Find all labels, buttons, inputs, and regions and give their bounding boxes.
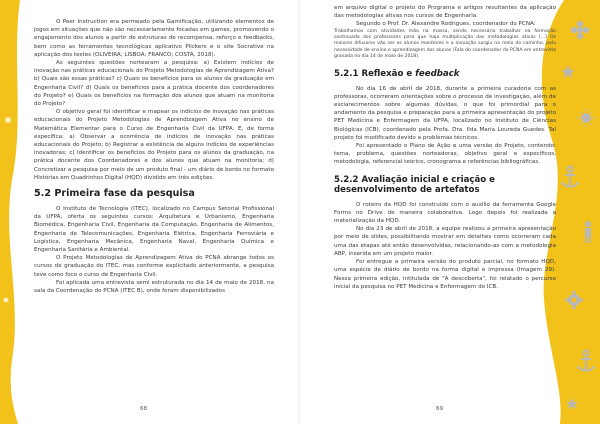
section-heading: 5.2 Primeira fase da pesquisa xyxy=(34,188,195,200)
section-heading: 5.2.2 Avaliação inicial e criação e desenvolvimento de artefatos xyxy=(334,174,495,195)
paragraph: No dia 23 de abril de 2018, a equipe realizou a primeira apresentação por meio de slides, possibilitando mostrar em detalhes como ocorreram cada uma das etapas até então desenvolvidas, relacionando-as com a metodologia ABP, inserida em um projeto maior. xyxy=(334,226,556,257)
section-heading-text: 5.2.1 Reflexão e xyxy=(334,68,416,79)
paragraph: O Instituto de Tecnologia (ITEC), localizado no Campus Setorial Profissional da UFPA, oferta os seguintes cursos: Arquitetura e Urbanismo, Engenharia Biomédica, Engenharia Civil, Engenharia da Computação, Engenharia de Alimentos, Engenharia de Telecomunicações, Engenharia Elétrica, Engenharia Ferroviária e Logística, Engenharia Mecânica, Engenharia Naval, Engenharia Química e Engenharia Sanitária e Ambiental. xyxy=(34,206,274,254)
section-heading-italic: feedback xyxy=(415,68,460,79)
paragraph: O Projeto Metodologias de Aprendizagem Ativa do PCNA abrange todos os cursos de graduação do ITEC, mas conforme explicitado anteriormente, a pesquisa teve como foco o curso de Engenharia Civil. xyxy=(34,255,274,278)
paragraph: Foi apresentado o Plano de Ação e uma versão do Projeto, contendo: tema, problema, questões norteadoras, objetivo geral e específicos, metodologia, referencial teórico, cronograma e referências bibliográficas. xyxy=(334,143,556,166)
paragraph: O objetivo geral foi identificar e mapear os indícios de inovação nas práticas educacionais do Projeto Metodologias de Aprendizagem Ativa no ensino de Matemática Elementar para o Curso de Engenharia Civil da UFPA. E, de forma específica: a) Observar a ocorrência de indícios de inovação nas práticas educacionais do Projeto; b) Registrar a existência de alguns indícios de experiências inovadoras; c) Identificar os benefícios do Projeto para os alunos da graduação, na prática docente dos Coordenadores e dos alunos que atuam na monitoria; d) Concretizar a pesquisa por meio de um produto final - um diário de bordo no formato Histórias em Quadrinhos Digital (HQD) dividido em três edições. xyxy=(34,109,274,181)
right-text-column xyxy=(334,4,556,291)
paragraph: Foi entregue a primeira versão do produto parcial, no formato HQD, uma espécie de diário de bordo na forma digital e impressa (Imagem 29). Nessa primeira edição, intitulada de "A descoberta", foi relatado o percurso inicial da pesquisa no PET Medicina e Enfermagem do ICB. xyxy=(334,259,556,290)
left-page-decoration xyxy=(0,0,26,424)
paragraph: O Peer Instruction era permeado pela Gamificação, utilizando elementos de jogos em situações que não são necessariamente focadas em games, promovendo o engajamento dos alunos a partir de estruturas de recompensa, reforço e feedbacks, bem como as ferramentas tecnológicas aplicativo Plickers e o site Socrative na aplicação dos testes (OLIVEIRA; LISBOA; FRANCO; COSTA, 2018). xyxy=(34,19,274,58)
paragraph: em arquivo digital o projeto do Programa e artigos resultantes da aplicação das metodologias ativas nos cursos de Engenharia. xyxy=(334,5,556,20)
paragraph: No dia 16 de abril de 2018, durante a primeira curadoria com as professoras, ocorreram orientações sobre o processo de investigação, além de esclarecimentos sobre algumas dúvidas, o que foi primordial para o andamento da pesquisa e preparação para a primeira apresentação do projeto PET Medicina e Enfermagem da UFPA, localizado no Instituto de Ciências Biológicas (ICB), coordenado pela Profa. Dra. Ilda Maria Loureda Guedes. Tal projeto foi modificado devido a problemas técnicos. xyxy=(334,85,556,141)
paragraph: O roteiro da HQD foi construído com o auxílio da ferramenta Google Forms no Drive de maneira colaborativa. Logo depois foi realizada a materialização da HQD. xyxy=(334,201,556,225)
paragraph: As seguintes questões nortearam a pesquisa: a) Existem indícios de inovação nas práticas educacionais do Projeto Metodologias de Aprendizagem Ativa? b) Quais são essas práticas? c) Quais os benefícios para os alunos da graduação em Engenharia Civil? d) Quais os benefícios para a prática docente dos coordenadores do Projeto? e) Quais os benefícios na formação dos alunos que atuam na monitoria do Projeto? xyxy=(34,60,274,108)
paragraph: Foi aplicada uma entrevista semi estruturada no dia 14 de maio de 2018, na sala da Coordenação do PCNA (ITEC B), onde foram disponibilizados xyxy=(34,279,274,295)
page-number: 68 xyxy=(140,406,148,412)
left-text-column xyxy=(34,18,274,295)
block-quote: Trabalhamos com atividades mão na massa, sendo necessário trabalhar na formação continuada dos professores para que haja multiplicação das metodologias ativas [...] Os maiores difusores vão ser os alunos monitores e a inovação surgiu no meio do caminho, pela necessidade de ensino e aprendizagem dos alunos (Fala do coordenador do PCNA em entrevista gravada no dia 14 de maio de 2018). xyxy=(334,28,556,60)
section-heading xyxy=(334,69,556,79)
page-number: 69 xyxy=(436,406,444,412)
paragraph: Segundo o Prof. Dr. Alexandre Rodrigues, coordenador do PCNA: xyxy=(356,21,536,28)
right-page xyxy=(300,0,600,424)
